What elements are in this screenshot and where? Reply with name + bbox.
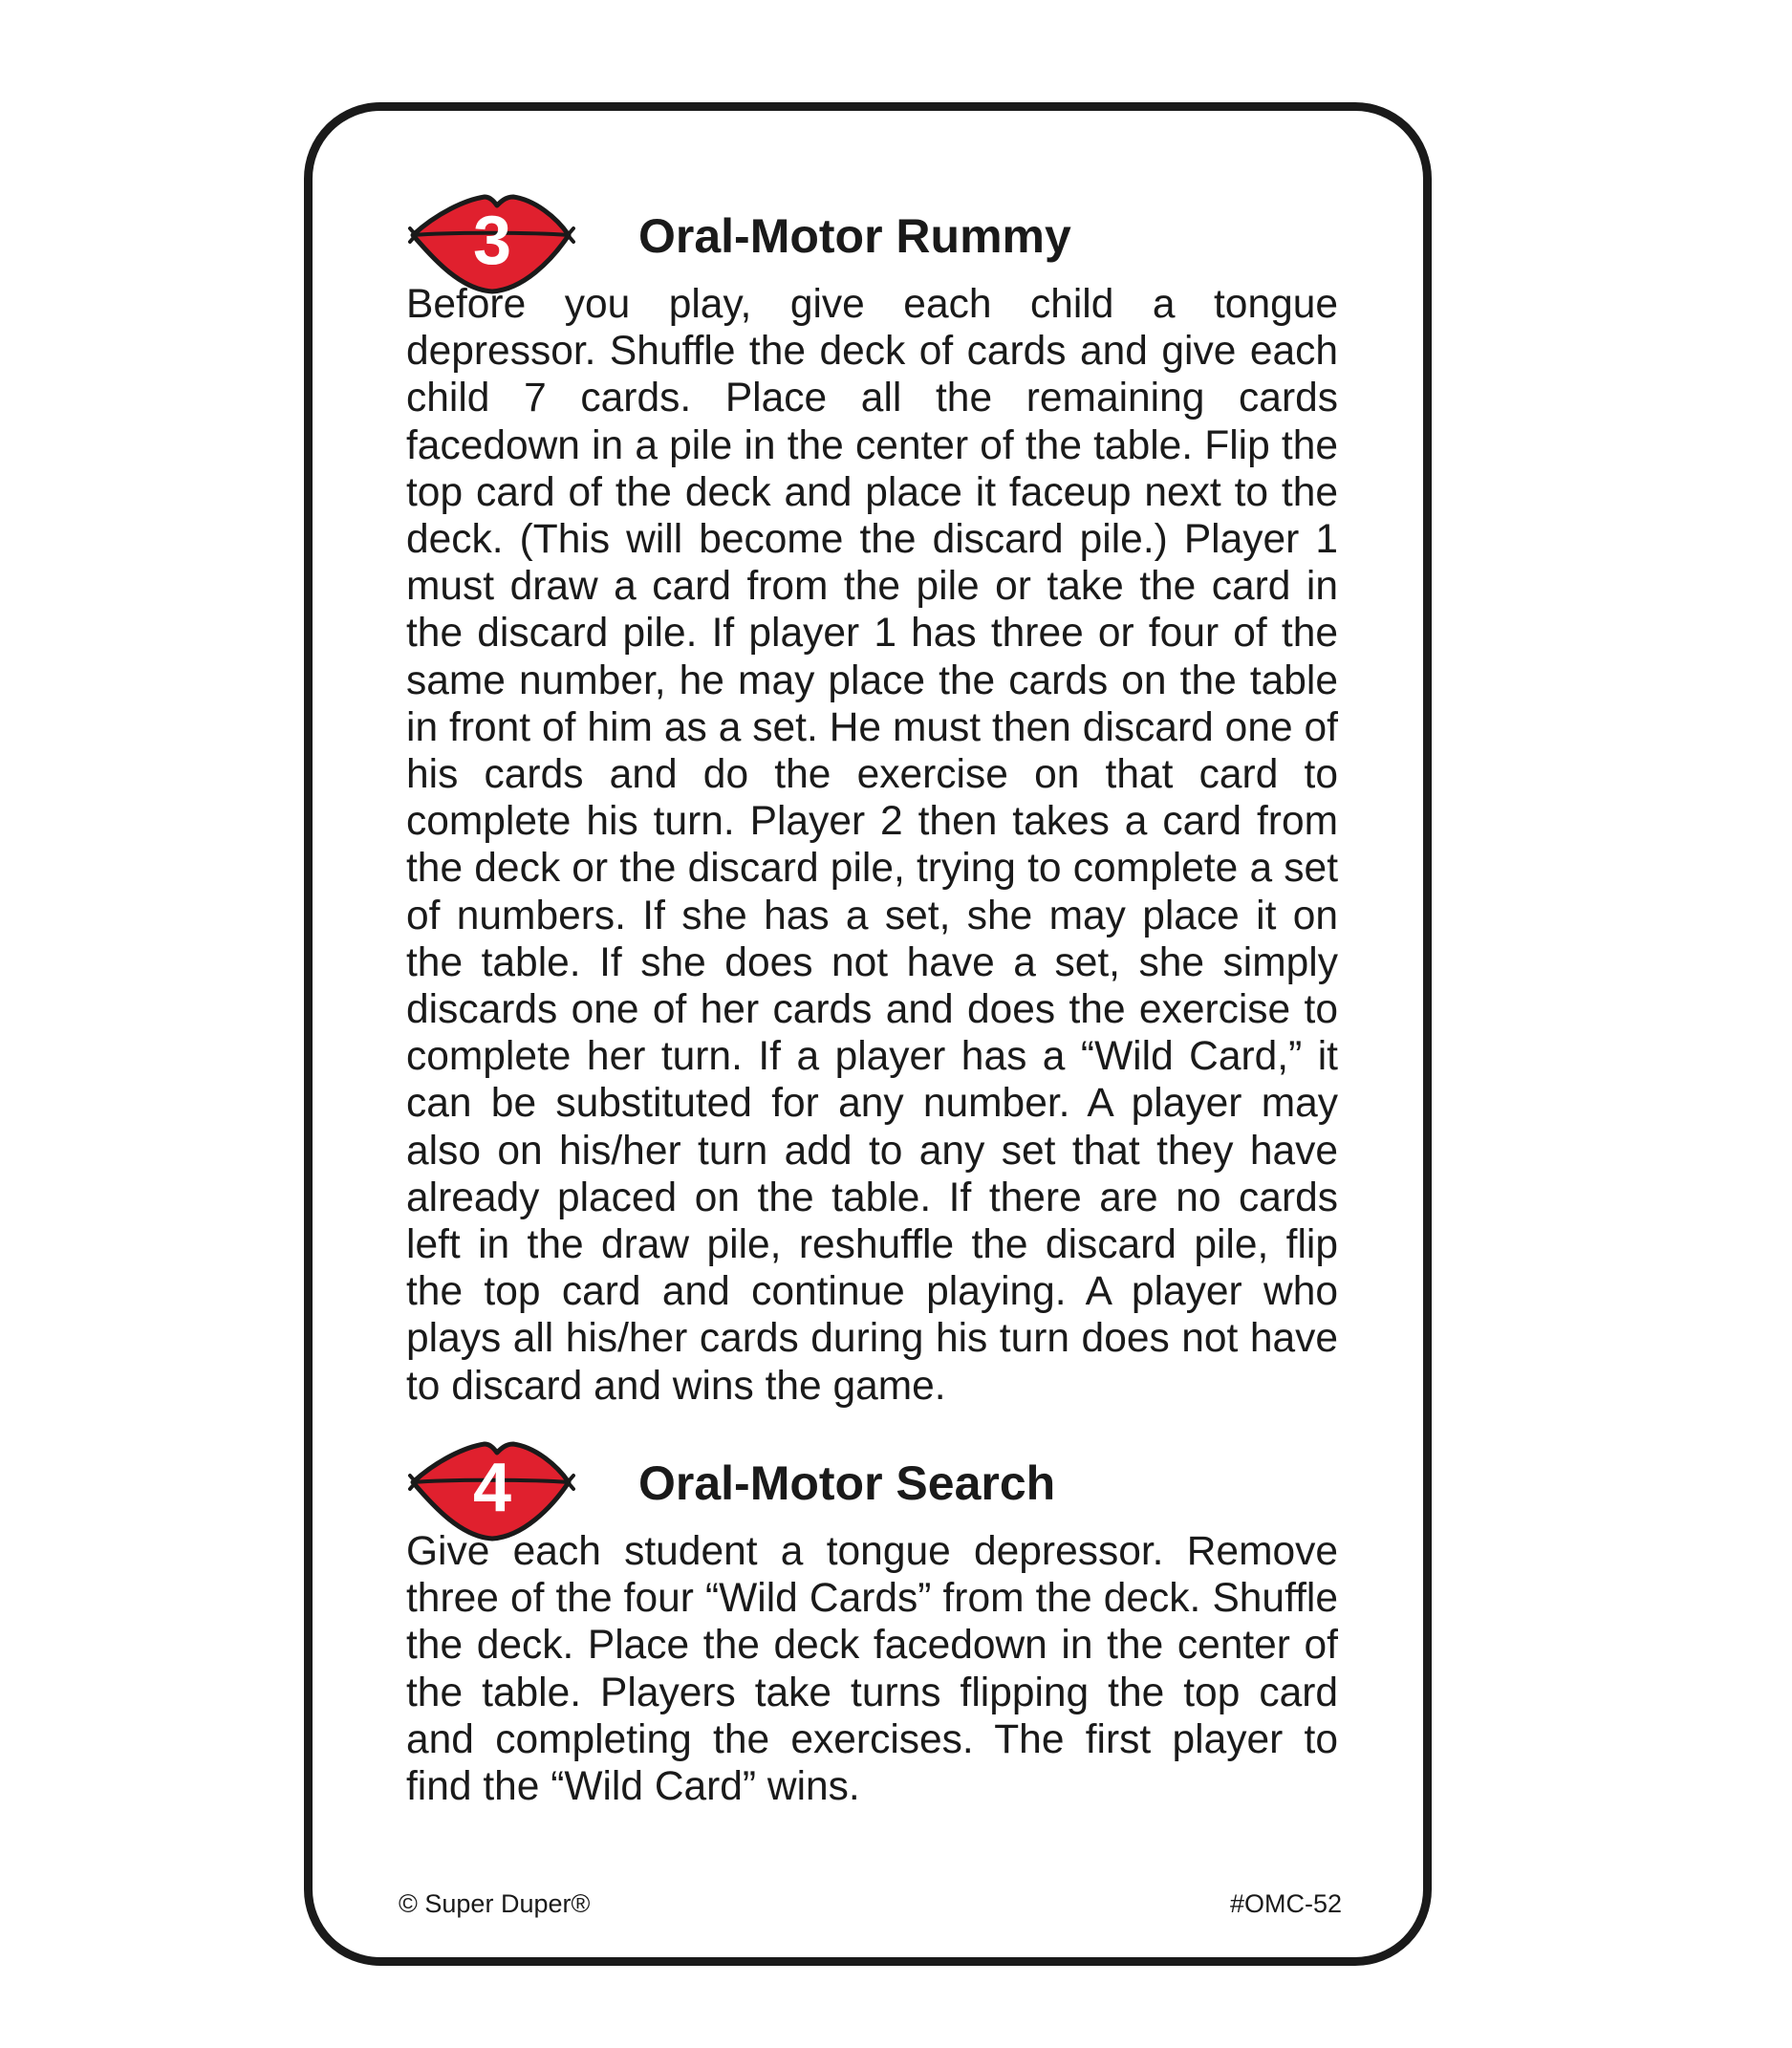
section-body: Before you play, give each child a tongue depressor. Shuffle the deck of cards and give each child 7 cards. Place all the remaining cards facedown in a pile in the center of the table. Flip the top card of the deck and place it faceup next to the deck. (This will become the discard pile.) Player 1 must draw a card from the pile or take the card in the discard pile. If player 1 has three or four of the same number, he may place the cards on the table in front of him as a set. He must then discard one of his cards and do the exercise on that card to complete his turn. Player 2 then takes a card from the deck or the discard pile, trying to complete a set of numbers. If she has a set, she may place it on the table. If she does not have a set, she simply discards one of her cards and does the exercise to complete her turn. If a player has a “Wild Card,” it can be substituted for any number. A player may also on his/her turn add to any set that they have already placed on the table. If there are no cards left in the draw pile, reshuffle the discard pile, flip the top card and continue playing. A player who plays all his/her cards during his turn does not have to discard and wins the game. xyxy=(406,282,1338,1409)
lips-icon xyxy=(408,1430,575,1544)
section-header-search xyxy=(408,1430,1364,1544)
instruction-card xyxy=(304,102,1432,1966)
section-title: Oral-Motor Rummy xyxy=(638,209,1071,263)
section-body: Give each student a tongue depressor. Remove three of the four “Wild Cards” from the deck. Shuffle the deck. Place the deck facedown in the center of the table. Players take turns flipping the top card and completing the exercises. The first player to find the “Wild Card” wins. xyxy=(406,1529,1338,1810)
section-title: Oral-Motor Search xyxy=(638,1456,1056,1510)
product-code: #OMC-52 xyxy=(1229,1889,1342,1918)
section-header-rummy xyxy=(408,183,1364,297)
section-number: 3 xyxy=(472,203,512,279)
copyright-text: © Super Duper® xyxy=(399,1889,591,1918)
lips-icon xyxy=(408,183,575,297)
section-number: 4 xyxy=(472,1450,512,1526)
